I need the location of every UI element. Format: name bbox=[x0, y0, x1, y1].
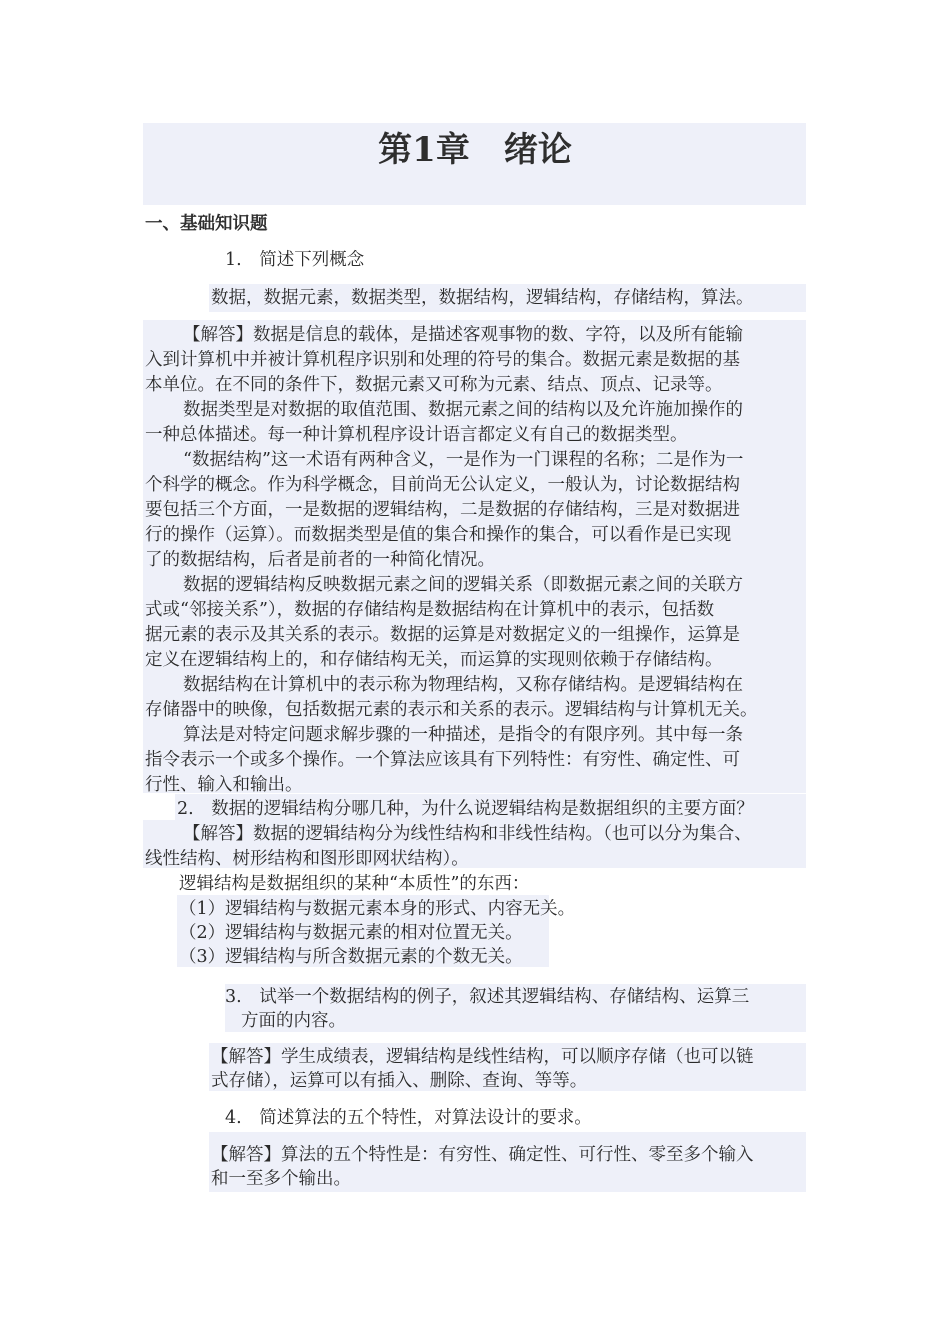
q4-heading: 4. 简述算法的五个特性，对算法设计的要求。 bbox=[225, 1108, 592, 1128]
q2-point: （2）逻辑结构与数据元素的相对位置无关。 bbox=[179, 923, 523, 943]
q2-answer-line: 【解答】数据的逻辑结构分为线性结构和非线性结构。（也可以分为集合、 bbox=[183, 824, 752, 844]
q1-concepts: 数据，数据元素，数据类型，数据结构，逻辑结构，存储结构，算法。 bbox=[211, 288, 754, 308]
q1-answer-line: 一种总体描述。每一种计算机程序设计语言都定义有自己的数据类型。 bbox=[145, 425, 688, 445]
q1-answer-line: 入到计算机中并被计算机程序识别和处理的符号的集合。数据元素是数据的基 bbox=[145, 350, 740, 370]
q1-answer-line: 式或“邻接关系”），数据的存储结构是数据结构在计算机中的表示，包括数 bbox=[145, 600, 715, 620]
q1-answer-line: 存储器中的映像，包括数据元素的表示和关系的表示。逻辑结构与计算机无关。 bbox=[145, 700, 758, 720]
q1-answer-line: 【解答】数据是信息的载体，是描述客观事物的数、字符，以及所有能输 bbox=[183, 325, 743, 345]
q1-answer-line: 算法是对特定问题求解步骤的一种描述，是指令的有限序列。其中每一条 bbox=[183, 725, 743, 745]
q1-answer-line: 数据结构在计算机中的表示称为物理结构，又称存储结构。是逻辑结构在 bbox=[183, 675, 743, 695]
q1-answer-line: 定义在逻辑结构上的，和存储结构无关，而运算的实现则依赖于存储结构。 bbox=[145, 650, 723, 670]
q2-answer-line: 线性结构、树形结构和图形即网状结构）。 bbox=[145, 849, 469, 869]
section-heading: 一、基础知识题 bbox=[145, 214, 268, 234]
q1-heading: 1. 简述下列概念 bbox=[225, 250, 365, 270]
q4-answer-line: 和一至多个输出。 bbox=[211, 1169, 351, 1189]
q3-answer-line: 式存储），运算可以有插入、删除、查询、等等。 bbox=[211, 1071, 588, 1091]
q1-answer-line: 数据类型是对数据的取值范围、数据元素之间的结构以及允许施加操作的 bbox=[183, 400, 743, 420]
q2-point: （1）逻辑结构与数据元素本身的形式、内容无关。 bbox=[179, 899, 576, 919]
q1-answer-line: 据元素的表示及其关系的表示。数据的运算是对数据定义的一组操作，运算是 bbox=[145, 625, 740, 645]
q3-answer-line: 【解答】学生成绩表，逻辑结构是线性结构，可以顺序存储（也可以链 bbox=[211, 1047, 754, 1067]
q2-point: （3）逻辑结构与所含数据元素的个数无关。 bbox=[179, 947, 523, 967]
q1-answer-line: 数据的逻辑结构反映数据元素之间的逻辑关系（即数据元素之间的关联方 bbox=[183, 575, 743, 595]
q1-answer-line: 本单位。在不同的条件下，数据元素又可称为元素、结点、顶点、记录等。 bbox=[145, 375, 723, 395]
q3-heading-line: 方面的内容。 bbox=[241, 1011, 346, 1031]
q1-answer-line: 行性、输入和输出。 bbox=[145, 775, 303, 795]
q1-answer-line: 个科学的概念。作为科学概念，目前尚无公认定义，一般认为，讨论数据结构 bbox=[145, 475, 740, 495]
q3-heading-line: 3. 试举一个数据结构的例子，叙述其逻辑结构、存储结构、运算三 bbox=[225, 987, 750, 1007]
q2-heading: 2. 数据的逻辑结构分哪几种，为什么说逻辑结构是数据组织的主要方面？ bbox=[177, 799, 754, 819]
page-title: 第1章 绪论 bbox=[378, 130, 572, 170]
q1-answer-line: “数据结构”这一术语有两种含义，一是作为一门课程的名称；二是作为一 bbox=[183, 450, 744, 470]
q4-answer-line: 【解答】算法的五个特性是：有穷性、确定性、可行性、零至多个输入 bbox=[211, 1145, 754, 1165]
q1-answer-line: 指令表示一个或多个操作。一个算法应该具有下列特性：有穷性、确定性、可 bbox=[145, 750, 740, 770]
q1-answer-line: 了的数据结构，后者是前者的一种简化情况。 bbox=[145, 550, 495, 570]
q2-intro: 逻辑结构是数据组织的某种“本质性”的东西： bbox=[179, 874, 530, 894]
q1-answer-line: 要包括三个方面，一是数据的逻辑结构，二是数据的存储结构，三是对数据进 bbox=[145, 500, 740, 520]
q1-answer-line: 行的操作（运算）。而数据类型是值的集合和操作的集合，可以看作是已实现 bbox=[145, 525, 732, 545]
